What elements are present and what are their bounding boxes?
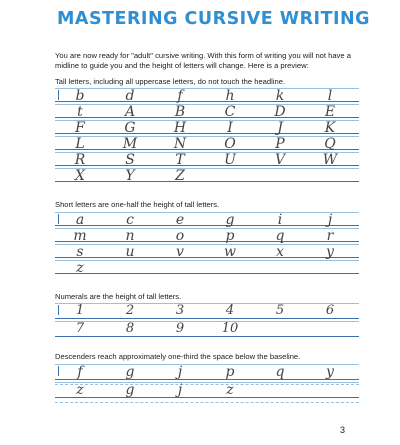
letter-sample: Z bbox=[175, 168, 185, 184]
row-start-marker bbox=[58, 366, 59, 376]
letter-sample: x bbox=[276, 244, 284, 260]
page-title: MASTERING CURSIVE WRITING bbox=[57, 9, 371, 29]
letter-sample: b bbox=[75, 88, 85, 104]
letter-sample: E bbox=[324, 104, 336, 120]
intro-paragraph: You are now ready for "adult" cursive writing. With this form of writing you will not have a midline to guide you and the height of letters will change. Here is a preview: bbox=[55, 51, 351, 70]
letter-sample: j bbox=[177, 364, 183, 380]
headline-rule bbox=[55, 382, 359, 383]
letter-sample: k bbox=[275, 88, 285, 104]
letter-sample: w bbox=[224, 244, 236, 260]
headline-rule bbox=[55, 212, 359, 213]
practice-band-tall-letters bbox=[55, 88, 359, 186]
baseline-rule bbox=[55, 133, 359, 134]
letter-sample: W bbox=[322, 152, 338, 168]
headline-rule bbox=[55, 120, 359, 121]
numeral-sample: 10 bbox=[221, 321, 239, 336]
practice-band-descenders bbox=[55, 364, 359, 402]
letter-sample: Y bbox=[125, 168, 135, 184]
numeral-sample: 4 bbox=[225, 303, 235, 318]
letter-sample: s bbox=[76, 244, 84, 260]
letter-sample: d bbox=[125, 88, 135, 104]
letter-sample: q bbox=[275, 228, 285, 244]
letter-sample: F bbox=[75, 120, 85, 136]
descender-rule bbox=[55, 402, 359, 403]
letter-sample: j bbox=[327, 212, 333, 228]
letter-sample: O bbox=[224, 136, 236, 152]
headline-rule bbox=[55, 136, 359, 137]
letter-sample: m bbox=[73, 228, 87, 244]
baseline-rule bbox=[55, 241, 359, 242]
numeral-sample: 2 bbox=[125, 303, 135, 318]
numeral-sample: 8 bbox=[125, 321, 135, 336]
letter-sample: u bbox=[125, 244, 135, 260]
baseline-rule bbox=[55, 318, 359, 319]
letter-sample: S bbox=[125, 152, 135, 168]
row-start-marker bbox=[58, 90, 59, 100]
headline-rule bbox=[55, 244, 359, 245]
letter-sample: a bbox=[75, 212, 85, 228]
section-label-short-letters: Short letters are one-half the height of tall letters. bbox=[55, 200, 220, 209]
letter-sample: H bbox=[173, 120, 187, 136]
letter-sample: j bbox=[177, 382, 183, 398]
letter-sample: r bbox=[326, 228, 334, 244]
baseline-rule bbox=[55, 379, 359, 380]
baseline-rule bbox=[55, 225, 359, 226]
letter-sample: y bbox=[326, 364, 334, 380]
letter-sample: T bbox=[175, 152, 185, 168]
numeral-sample: 6 bbox=[325, 303, 335, 318]
letter-sample: f bbox=[177, 88, 183, 104]
headline-rule bbox=[55, 168, 359, 169]
letter-sample: G bbox=[124, 120, 136, 136]
letter-sample: l bbox=[327, 88, 333, 104]
practice-band-numerals bbox=[55, 303, 359, 341]
letter-sample: n bbox=[125, 228, 135, 244]
headline-rule bbox=[55, 104, 359, 105]
letter-sample: X bbox=[75, 168, 85, 184]
letter-sample: q bbox=[275, 364, 285, 380]
baseline-rule bbox=[55, 397, 359, 398]
letter-sample: C bbox=[224, 104, 236, 120]
letter-sample: e bbox=[175, 212, 185, 228]
numeral-sample: 9 bbox=[175, 321, 185, 336]
letter-sample: A bbox=[124, 104, 136, 120]
headline-rule bbox=[55, 260, 359, 261]
letter-sample: h bbox=[225, 88, 235, 104]
letter-sample: i bbox=[277, 212, 283, 228]
section-label-descenders: Descenders reach approximately one-third the space below the baseline. bbox=[55, 352, 301, 361]
letter-sample: N bbox=[173, 136, 187, 152]
section-label-numerals: Numerals are the height of tall letters. bbox=[55, 292, 182, 301]
letter-sample: f bbox=[77, 364, 83, 380]
letter-sample: p bbox=[225, 228, 235, 244]
practice-band-short-letters bbox=[55, 212, 359, 278]
row-start-marker bbox=[58, 214, 59, 224]
letter-sample: p bbox=[225, 364, 235, 380]
baseline-rule bbox=[55, 165, 359, 166]
descender-rule bbox=[55, 384, 359, 385]
letter-sample: z bbox=[76, 260, 84, 276]
baseline-rule bbox=[55, 149, 359, 150]
letter-sample: D bbox=[274, 104, 286, 120]
headline-rule bbox=[55, 364, 359, 365]
letter-sample: I bbox=[227, 120, 233, 136]
numeral-sample: 7 bbox=[75, 321, 85, 336]
baseline-rule bbox=[55, 273, 359, 274]
page-number: 3 bbox=[340, 425, 346, 435]
headline-rule bbox=[55, 88, 359, 89]
letter-sample: K bbox=[324, 120, 336, 136]
baseline-rule bbox=[55, 117, 359, 118]
letter-sample: c bbox=[126, 212, 134, 228]
numeral-sample: 5 bbox=[275, 303, 285, 318]
letter-sample: z bbox=[76, 382, 84, 398]
letter-sample: V bbox=[274, 152, 286, 168]
letter-sample: R bbox=[74, 152, 86, 168]
letter-sample: J bbox=[277, 120, 283, 136]
letter-sample: g bbox=[225, 212, 235, 228]
letter-sample: g bbox=[125, 364, 135, 380]
row-start-marker bbox=[58, 305, 59, 315]
letter-sample: g bbox=[125, 382, 135, 398]
headline-rule bbox=[55, 228, 359, 229]
baseline-rule bbox=[55, 257, 359, 258]
numeral-sample: 3 bbox=[175, 303, 185, 318]
baseline-rule bbox=[55, 181, 359, 182]
headline-rule bbox=[55, 321, 359, 322]
letter-sample: z bbox=[226, 382, 234, 398]
section-label-tall-letters: Tall letters, including all uppercase letters, do not touch the headline. bbox=[55, 77, 286, 86]
letter-sample: t bbox=[77, 104, 83, 120]
letter-sample: v bbox=[176, 244, 184, 260]
headline-rule bbox=[55, 303, 359, 304]
letter-sample: B bbox=[174, 104, 186, 120]
letter-sample: M bbox=[122, 136, 138, 152]
letter-sample: P bbox=[275, 136, 285, 152]
letter-sample: y bbox=[326, 244, 334, 260]
baseline-rule bbox=[55, 101, 359, 102]
letter-sample: L bbox=[75, 136, 85, 152]
numeral-sample: 1 bbox=[75, 303, 85, 318]
letter-sample: U bbox=[224, 152, 236, 168]
letter-sample: Q bbox=[324, 136, 336, 152]
baseline-rule bbox=[55, 336, 359, 337]
headline-rule bbox=[55, 152, 359, 153]
letter-sample: o bbox=[175, 228, 185, 244]
